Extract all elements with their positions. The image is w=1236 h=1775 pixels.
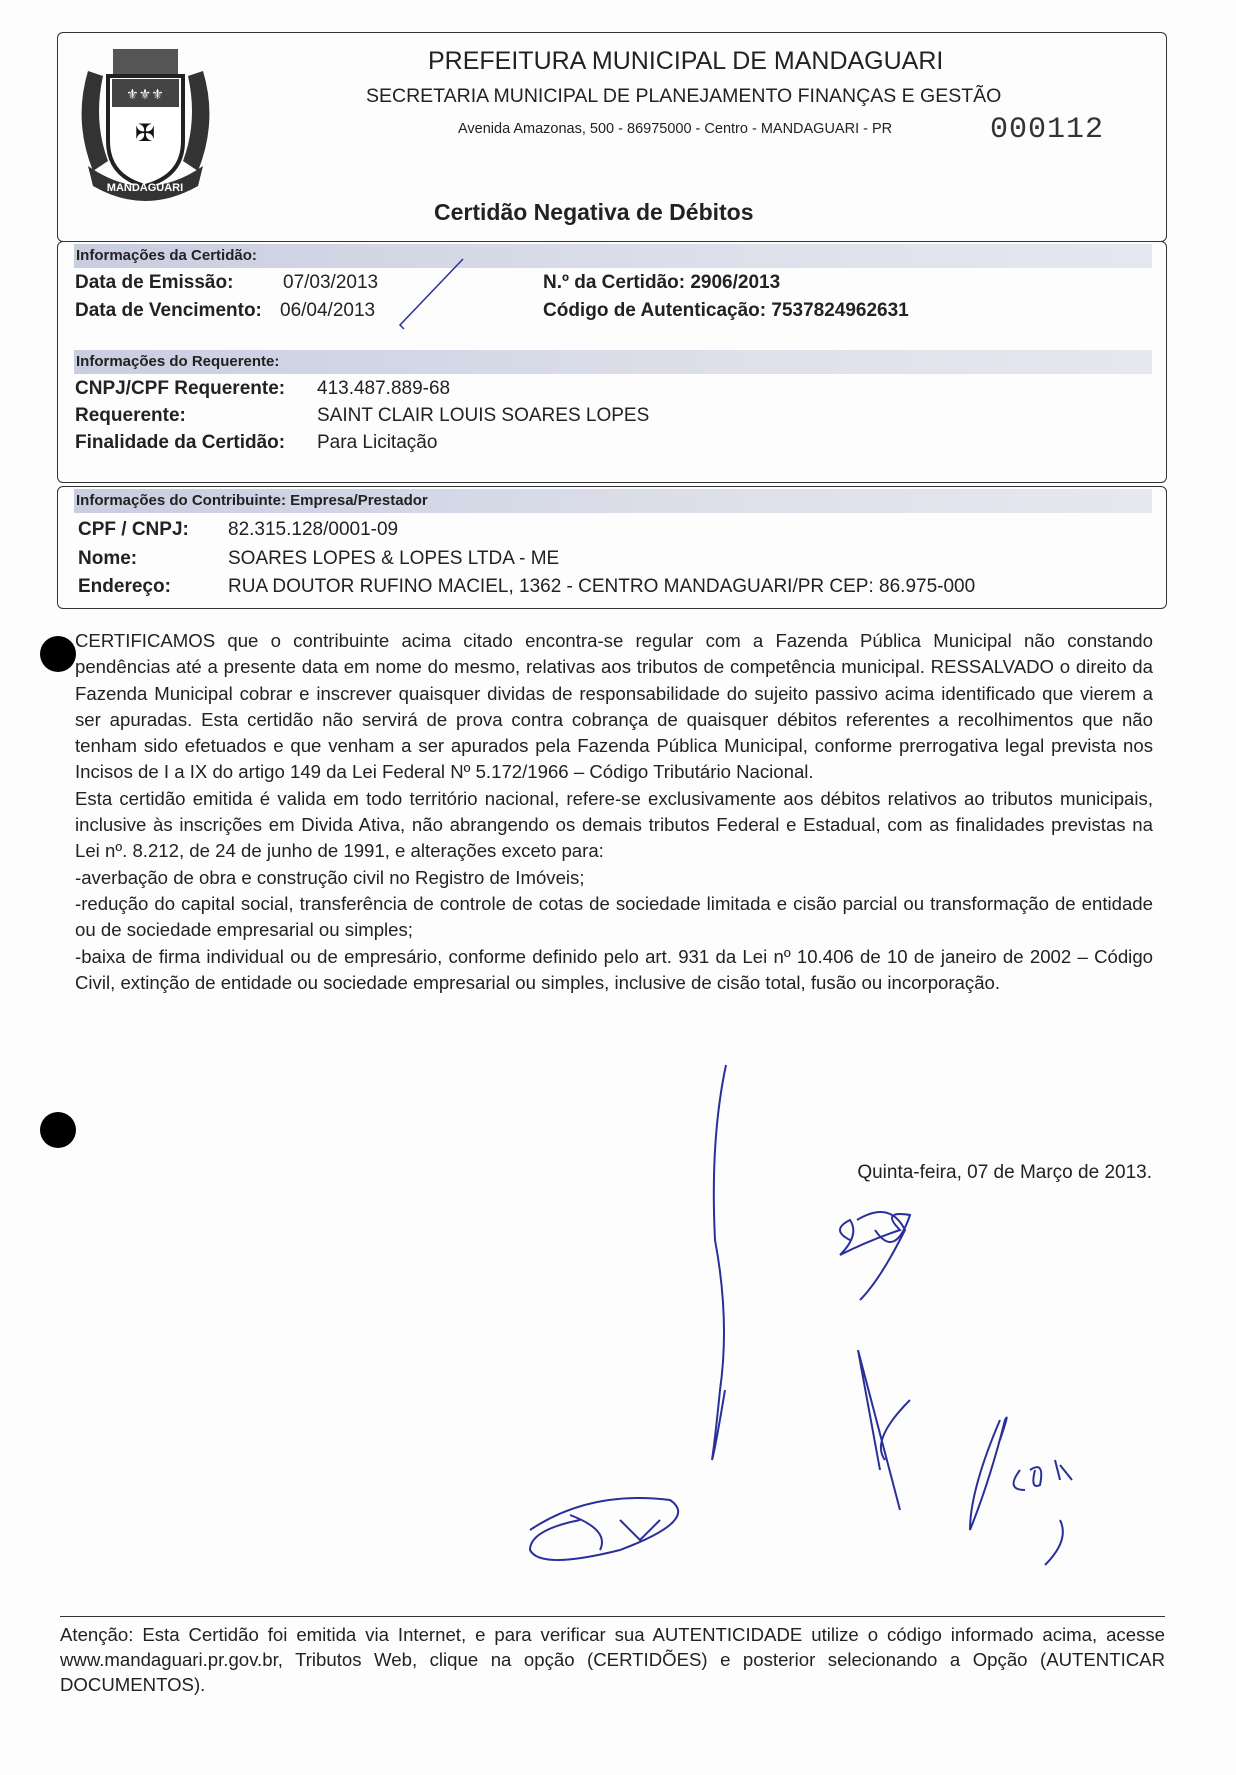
section-header: Informações do Requerente:	[76, 353, 280, 370]
punch-hole	[40, 1112, 76, 1148]
contribuinte-info-box	[57, 486, 1167, 609]
document-title: Certidão Negativa de Débitos	[434, 199, 754, 225]
emission-label: Data de Emissão:	[75, 272, 234, 293]
handwritten-signatures	[500, 1060, 1160, 1580]
body-paragraph: -averbação de obra e construção civil no Registro de Imóveis;	[75, 866, 585, 888]
punch-hole	[40, 636, 76, 672]
address: Avenida Amazonas, 500 - 86975000 - Centro - MANDAGUARI - PR	[458, 121, 893, 137]
certificate-number: 2906/2013	[690, 272, 781, 293]
body-paragraph: CERTIFICAMOS que o contribuinte acima citado encontra-se regular com a Fazenda Pública Municipal não constando pendências até a presente data em nome do mesmo, relativas aos tributos de competência municipal. RESSALVADO o direito da Fazenda Municipal cobrar e inscrever quaisquer dividas de responsabilidade do sujeito passivo acima identificado que vierem a ser apuradas. Esta certidão não servirá de prova contra cobrança de quaisquer débitos referentes a recolhimentos que não tenham sido efetuados e que venham a ser apurados pela Fazenda Pública Municipal, conforme prerrogativa legal prevista nos Incisos de I a IX do artigo 149 da Lei Federal Nº 5.172/1966 – Código Tributário Nacional.	[75, 630, 1153, 783]
address-label: Endereço:	[78, 576, 171, 597]
svg-text:✠: ✠	[134, 120, 156, 147]
header-box	[57, 32, 1167, 242]
requester-cpf: 413.487.889-68	[317, 378, 451, 399]
requester-label: Requerente:	[75, 405, 186, 426]
auth-code: 7537824962631	[771, 300, 909, 321]
section-header: Informações do Contribuinte: Empresa/Prestador	[76, 492, 428, 509]
certidao-info-box	[57, 241, 1167, 483]
auth-code-label: Código de Autenticação:	[543, 300, 767, 321]
purpose: Para Licitação	[317, 432, 438, 453]
issue-date: Quinta-feira, 07 de Março de 2013.	[857, 1162, 1152, 1183]
section-header: Informações da Certidão:	[76, 247, 257, 264]
footer-divider	[60, 1616, 1165, 1617]
taxpayer-cnpj: 82.315.128/0001-09	[228, 519, 399, 540]
cnpj-label: CPF / CNPJ:	[78, 519, 189, 540]
emission-date: 07/03/2013	[283, 272, 379, 293]
due-date: 06/04/2013	[280, 300, 376, 321]
body-paragraph: -baixa de firma individual ou de empresário, conforme definido pelo art. 931 da Lei nº 10.406 de 10 de janeiro de 2002 – Código Civil, extinção de entidade ou sociedade empresarial ou simples, inclusive de cisão total, fusão ou incorporação.	[75, 945, 1153, 993]
purpose-label: Finalidade da Certidão:	[75, 432, 286, 453]
secretariat-subtitle: SECRETARIA MUNICIPAL DE PLANEJAMENTO FINANÇAS E GESTÃO	[366, 85, 1002, 107]
requester-name: SAINT CLAIR LOUIS SOARES LOPES	[317, 405, 650, 426]
municipal-seal-logo	[68, 41, 223, 201]
name-label: Nome:	[78, 548, 138, 569]
certificate-body	[75, 628, 1153, 996]
stamp-number: 000112	[990, 113, 1105, 147]
taxpayer-name: SOARES LOPES & LOPES LTDA - ME	[228, 548, 560, 569]
pen-check-mark	[388, 257, 468, 332]
municipality-title: PREFEITURA MUNICIPAL DE MANDAGUARI	[428, 47, 944, 75]
body-paragraph: Esta certidão emitida é valida em todo território nacional, refere-se exclusivamente aos débitos relativos ao tributos municipais, inclusive às inscrições em Divida Ativa, não abrangendo os demais tributos Federal e Estadual, com as finalidades previstas na Lei nº. 8.212, de 24 de junho de 1991, e alterações exceto para:	[75, 787, 1153, 862]
due-label: Data de Vencimento:	[75, 300, 262, 321]
svg-text:MANDAGUARI: MANDAGUARI	[106, 182, 184, 194]
number-label: N.º da Certidão:	[543, 272, 686, 293]
cpf-label: CNPJ/CPF Requerente:	[75, 378, 286, 399]
svg-text:⚜⚜⚜: ⚜⚜⚜	[126, 86, 164, 102]
footer-notice: Atenção: Esta Certidão foi emitida via Internet, e para verificar sua AUTENTICIDADE utilize o código informado acima, acesse www.mandaguari.pr.gov.br, Tributos Web, clique na opção (CERTIDÕES) e posterior selecionando a Opção (AUTENTICAR DOCUMENTOS).	[60, 1624, 1165, 1695]
taxpayer-address: RUA DOUTOR RUFINO MACIEL, 1362 - CENTRO MANDAGUARI/PR CEP: 86.975-000	[228, 576, 976, 597]
body-paragraph: -redução do capital social, transferência de controle de cotas de sociedade limitada e cisão parcial ou transformação de entidade ou de sociedade empresarial ou simples;	[75, 892, 1153, 941]
